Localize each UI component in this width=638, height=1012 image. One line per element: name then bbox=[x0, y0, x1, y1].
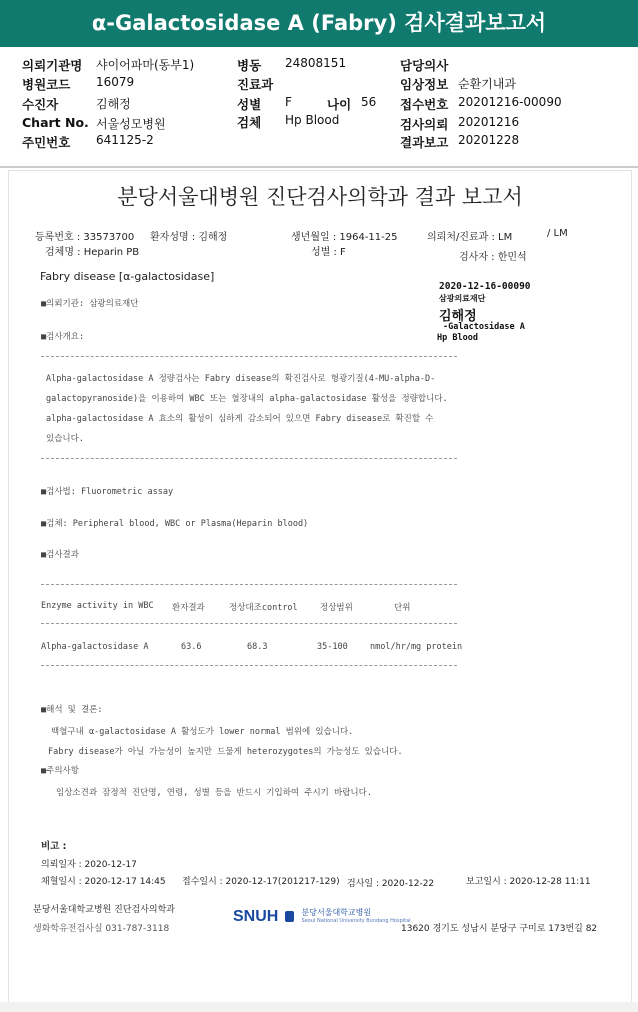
sticker-accession: 2020-12-16-00090 bbox=[439, 281, 531, 292]
info-label: 주민번호 bbox=[22, 135, 71, 150]
table-cell: 63.6 bbox=[181, 642, 202, 652]
table-cell: Alpha-galactosidase A bbox=[41, 642, 149, 652]
test-name: Fabry disease [α-galactosidase] bbox=[40, 270, 215, 283]
specimen-name: 검체명 : Heparin PB bbox=[45, 247, 140, 258]
info-label: 진료과 bbox=[237, 77, 274, 92]
sample-line: ■검체: Peripheral blood, WBC or Plasma(Heparin blood) bbox=[41, 519, 309, 529]
info-header bbox=[0, 50, 638, 165]
info-value: 순환기내과 bbox=[458, 77, 516, 91]
method-line: ■검사법: Fluorometric assay bbox=[41, 487, 174, 497]
info-label: 결과보고 bbox=[400, 135, 449, 150]
requesting-dept-2: / LM bbox=[547, 228, 568, 239]
caution-heading: ■주의사항 bbox=[41, 766, 79, 776]
divider bbox=[41, 458, 457, 459]
table-header: Enzyme activity in WBC bbox=[41, 601, 154, 611]
footer-lab: 생화학유전검사실 031-787-3118 bbox=[33, 924, 170, 934]
footer-address: 13620 경기도 성남시 분당구 구미로 173번길 82 bbox=[401, 924, 598, 934]
report-banner-title: α-Galactosidase A (Fabry) 검사결과보고서 bbox=[0, 0, 638, 47]
receive-date: 접수일시 : 2020-12-17(201217-129) bbox=[182, 877, 340, 887]
logo-text: SNUH bbox=[233, 908, 279, 925]
collect-date: 채혈일시 : 2020-12-17 14:45 bbox=[41, 877, 166, 887]
remarks-label: 비고 : bbox=[41, 841, 67, 852]
sticker-patient: 김해정 bbox=[439, 309, 477, 324]
info-label: 수진자 bbox=[22, 97, 59, 112]
info-value: 24808151 bbox=[285, 56, 347, 70]
specimen-sticker bbox=[429, 273, 567, 347]
footer-dept: 분당서울대학교병원 진단검사의학과 bbox=[33, 905, 175, 915]
page-bottom bbox=[0, 1002, 638, 1012]
table-header: 정상범위 bbox=[320, 603, 353, 613]
test-date: 검사일 : 2020-12-22 bbox=[347, 879, 435, 889]
caution-line: 임상소견과 잠정적 진단명, 연령, 성별 등을 반드시 기입하여 주시기 바랍니다. bbox=[56, 788, 372, 798]
info-value: 20201228 bbox=[458, 133, 520, 147]
info-value: 샤이어파마(동부1) bbox=[96, 58, 195, 72]
overview-heading: ■검사개요: bbox=[41, 332, 85, 342]
requesting-dept: 의뢰처/진료과 : LM bbox=[427, 232, 513, 243]
info-label: 병원코드 bbox=[22, 77, 71, 92]
sex: 성별 : F bbox=[311, 247, 346, 258]
info-label: 임상정보 bbox=[400, 77, 449, 92]
info-label: 성별 bbox=[237, 97, 262, 112]
interpretation-line: 백혈구내 α-galactosidase A 활성도가 lower normal 범위에 있습니다. bbox=[51, 727, 354, 737]
table-cell: 68.3 bbox=[247, 642, 268, 652]
info-label: 의뢰기관명 bbox=[22, 58, 83, 73]
scanned-report bbox=[8, 170, 632, 1004]
overview-line: alpha-galactosidase A 효소의 활성이 심하게 감소되어 있으면 Fabry disease로 확진할 수 bbox=[46, 414, 434, 424]
table-header: 환자결과 bbox=[172, 603, 205, 613]
requester-line: ■의뢰기관: 삼광의료재단 bbox=[41, 299, 139, 309]
info-label: 접수번호 bbox=[400, 97, 449, 112]
logo-en: Seoul National University Bundang Hospital bbox=[301, 917, 411, 924]
table-cell: 35-100 bbox=[317, 642, 348, 652]
divider bbox=[41, 584, 457, 585]
sticker-specimen: Hp Blood bbox=[437, 333, 478, 343]
birth-date: 생년월일 : 1964-11-25 bbox=[291, 232, 398, 243]
tester: 검사자 : 한민석 bbox=[459, 252, 527, 263]
info-value: 641125-2 bbox=[96, 133, 154, 147]
info-value: F bbox=[285, 95, 292, 109]
divider bbox=[0, 166, 638, 168]
logo-kr: 분당서울대학교병원 bbox=[301, 907, 372, 917]
info-value: 56 bbox=[361, 95, 377, 109]
sticker-org: 삼광의료재단 bbox=[439, 294, 486, 303]
info-label: 병동 bbox=[237, 58, 262, 73]
hospital-logo bbox=[233, 906, 411, 926]
reg-no: 등록번호 : 33573700 bbox=[35, 232, 135, 243]
report-title: 분당서울대병원 진단검사의학과 결과 보고서 bbox=[117, 185, 523, 209]
info-label: Chart No. bbox=[22, 115, 89, 130]
info-value: 20201216-00090 bbox=[458, 95, 562, 109]
info-label: 나이 bbox=[327, 97, 352, 112]
divider bbox=[41, 356, 457, 357]
info-label: 검사의뢰 bbox=[400, 117, 449, 132]
overview-line: 있습니다. bbox=[46, 434, 84, 444]
divider bbox=[41, 665, 457, 666]
table-header: 단위 bbox=[394, 603, 411, 613]
info-value: 김해정 bbox=[96, 97, 131, 111]
divider bbox=[41, 623, 457, 624]
table-header: 정상대조control bbox=[229, 603, 298, 613]
info-label: 검체 bbox=[237, 115, 262, 130]
interpretation-heading: ■해석 및 결론: bbox=[41, 705, 103, 715]
info-value: Hp Blood bbox=[285, 113, 340, 127]
logo-mark-icon bbox=[285, 911, 294, 922]
interpretation-line: Fabry disease가 아닐 가능성이 높지만 드물게 heterozygotes의 가능성도 있습니다. bbox=[48, 747, 403, 757]
info-value: 20201216 bbox=[458, 115, 520, 129]
overview-line: galactopyranoside)을 이용하여 WBC 또는 혈장내의 alpha-galactosidase 활성을 정량합니다. bbox=[46, 394, 448, 404]
info-value: 16079 bbox=[96, 75, 135, 89]
info-value: 서울성모병원 bbox=[96, 117, 166, 131]
table-cell: nmol/hr/mg protein bbox=[370, 642, 463, 652]
overview-line: Alpha-galactosidase A 정량검사는 Fabry disease의 확진검사로 형광기질(4-MU-alpha-D- bbox=[46, 374, 436, 384]
sticker-test: -Galactosidase A bbox=[443, 322, 525, 332]
patient-name: 환자성명 : 김해정 bbox=[150, 232, 228, 243]
report-date: 보고일시 : 2020-12-28 11:11 bbox=[466, 877, 591, 887]
result-heading: ■검사결과 bbox=[41, 550, 79, 560]
request-date: 의뢰일자 : 2020-12-17 bbox=[41, 860, 137, 870]
info-label: 담당의사 bbox=[400, 58, 449, 73]
